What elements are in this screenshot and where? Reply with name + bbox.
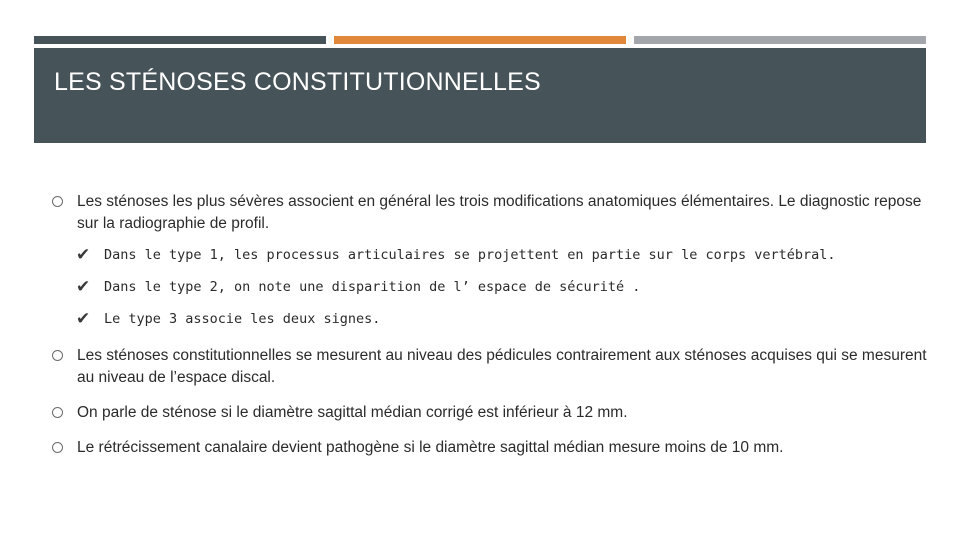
circle-bullet-icon (52, 196, 63, 207)
check-mark-icon: ✔ (76, 309, 91, 329)
circle-bullet-icon (52, 407, 63, 418)
bullet-item (52, 191, 936, 235)
title-band (34, 48, 926, 143)
bullet-text: Les sténoses les plus sévères associent en général les trois modifications anatomiques élémentaires. Le diagnostic repose sur la radiographie de profil. (77, 193, 922, 232)
sub-list-item (76, 271, 936, 303)
check-mark-icon: ✔ (76, 245, 91, 265)
slide-content (52, 191, 936, 459)
check-mark-icon: ✔ (76, 277, 91, 297)
bullet-item (52, 402, 936, 424)
circle-bullet-icon (52, 350, 63, 361)
bullet-text: Les sténoses constitutionnelles se mesurent au niveau des pédicules contrairement aux sténoses acquises qui se mesurent au niveau de l’espace discal. (77, 347, 927, 386)
accent-bar-middle (334, 36, 626, 44)
bullet-text: Le rétrécissement canalaire devient pathogène si le diamètre sagittal médian mesure moins de 10 mm. (77, 439, 784, 456)
bullet-item (52, 345, 936, 389)
sub-list-item (76, 239, 936, 271)
sub-list-item (76, 303, 936, 335)
sub-item-text: Dans le type 2, on note une disparition de l’ espace de sécurité . (104, 279, 641, 295)
sub-list (76, 239, 936, 335)
bullet-item (52, 437, 936, 459)
sub-item-text: Dans le type 1, les processus articulaires se projettent en partie sur le corps vertébral. (104, 247, 836, 263)
accent-bar-left (34, 36, 326, 44)
accent-bar-right (634, 36, 926, 44)
slide-title: LES STÉNOSES CONSTITUTIONNELLES (54, 68, 541, 96)
sub-item-text: Le type 3 associe les deux signes. (104, 311, 381, 327)
circle-bullet-icon (52, 442, 63, 453)
bullet-text: On parle de sténose si le diamètre sagittal médian corrigé est inférieur à 12 mm. (77, 404, 628, 421)
